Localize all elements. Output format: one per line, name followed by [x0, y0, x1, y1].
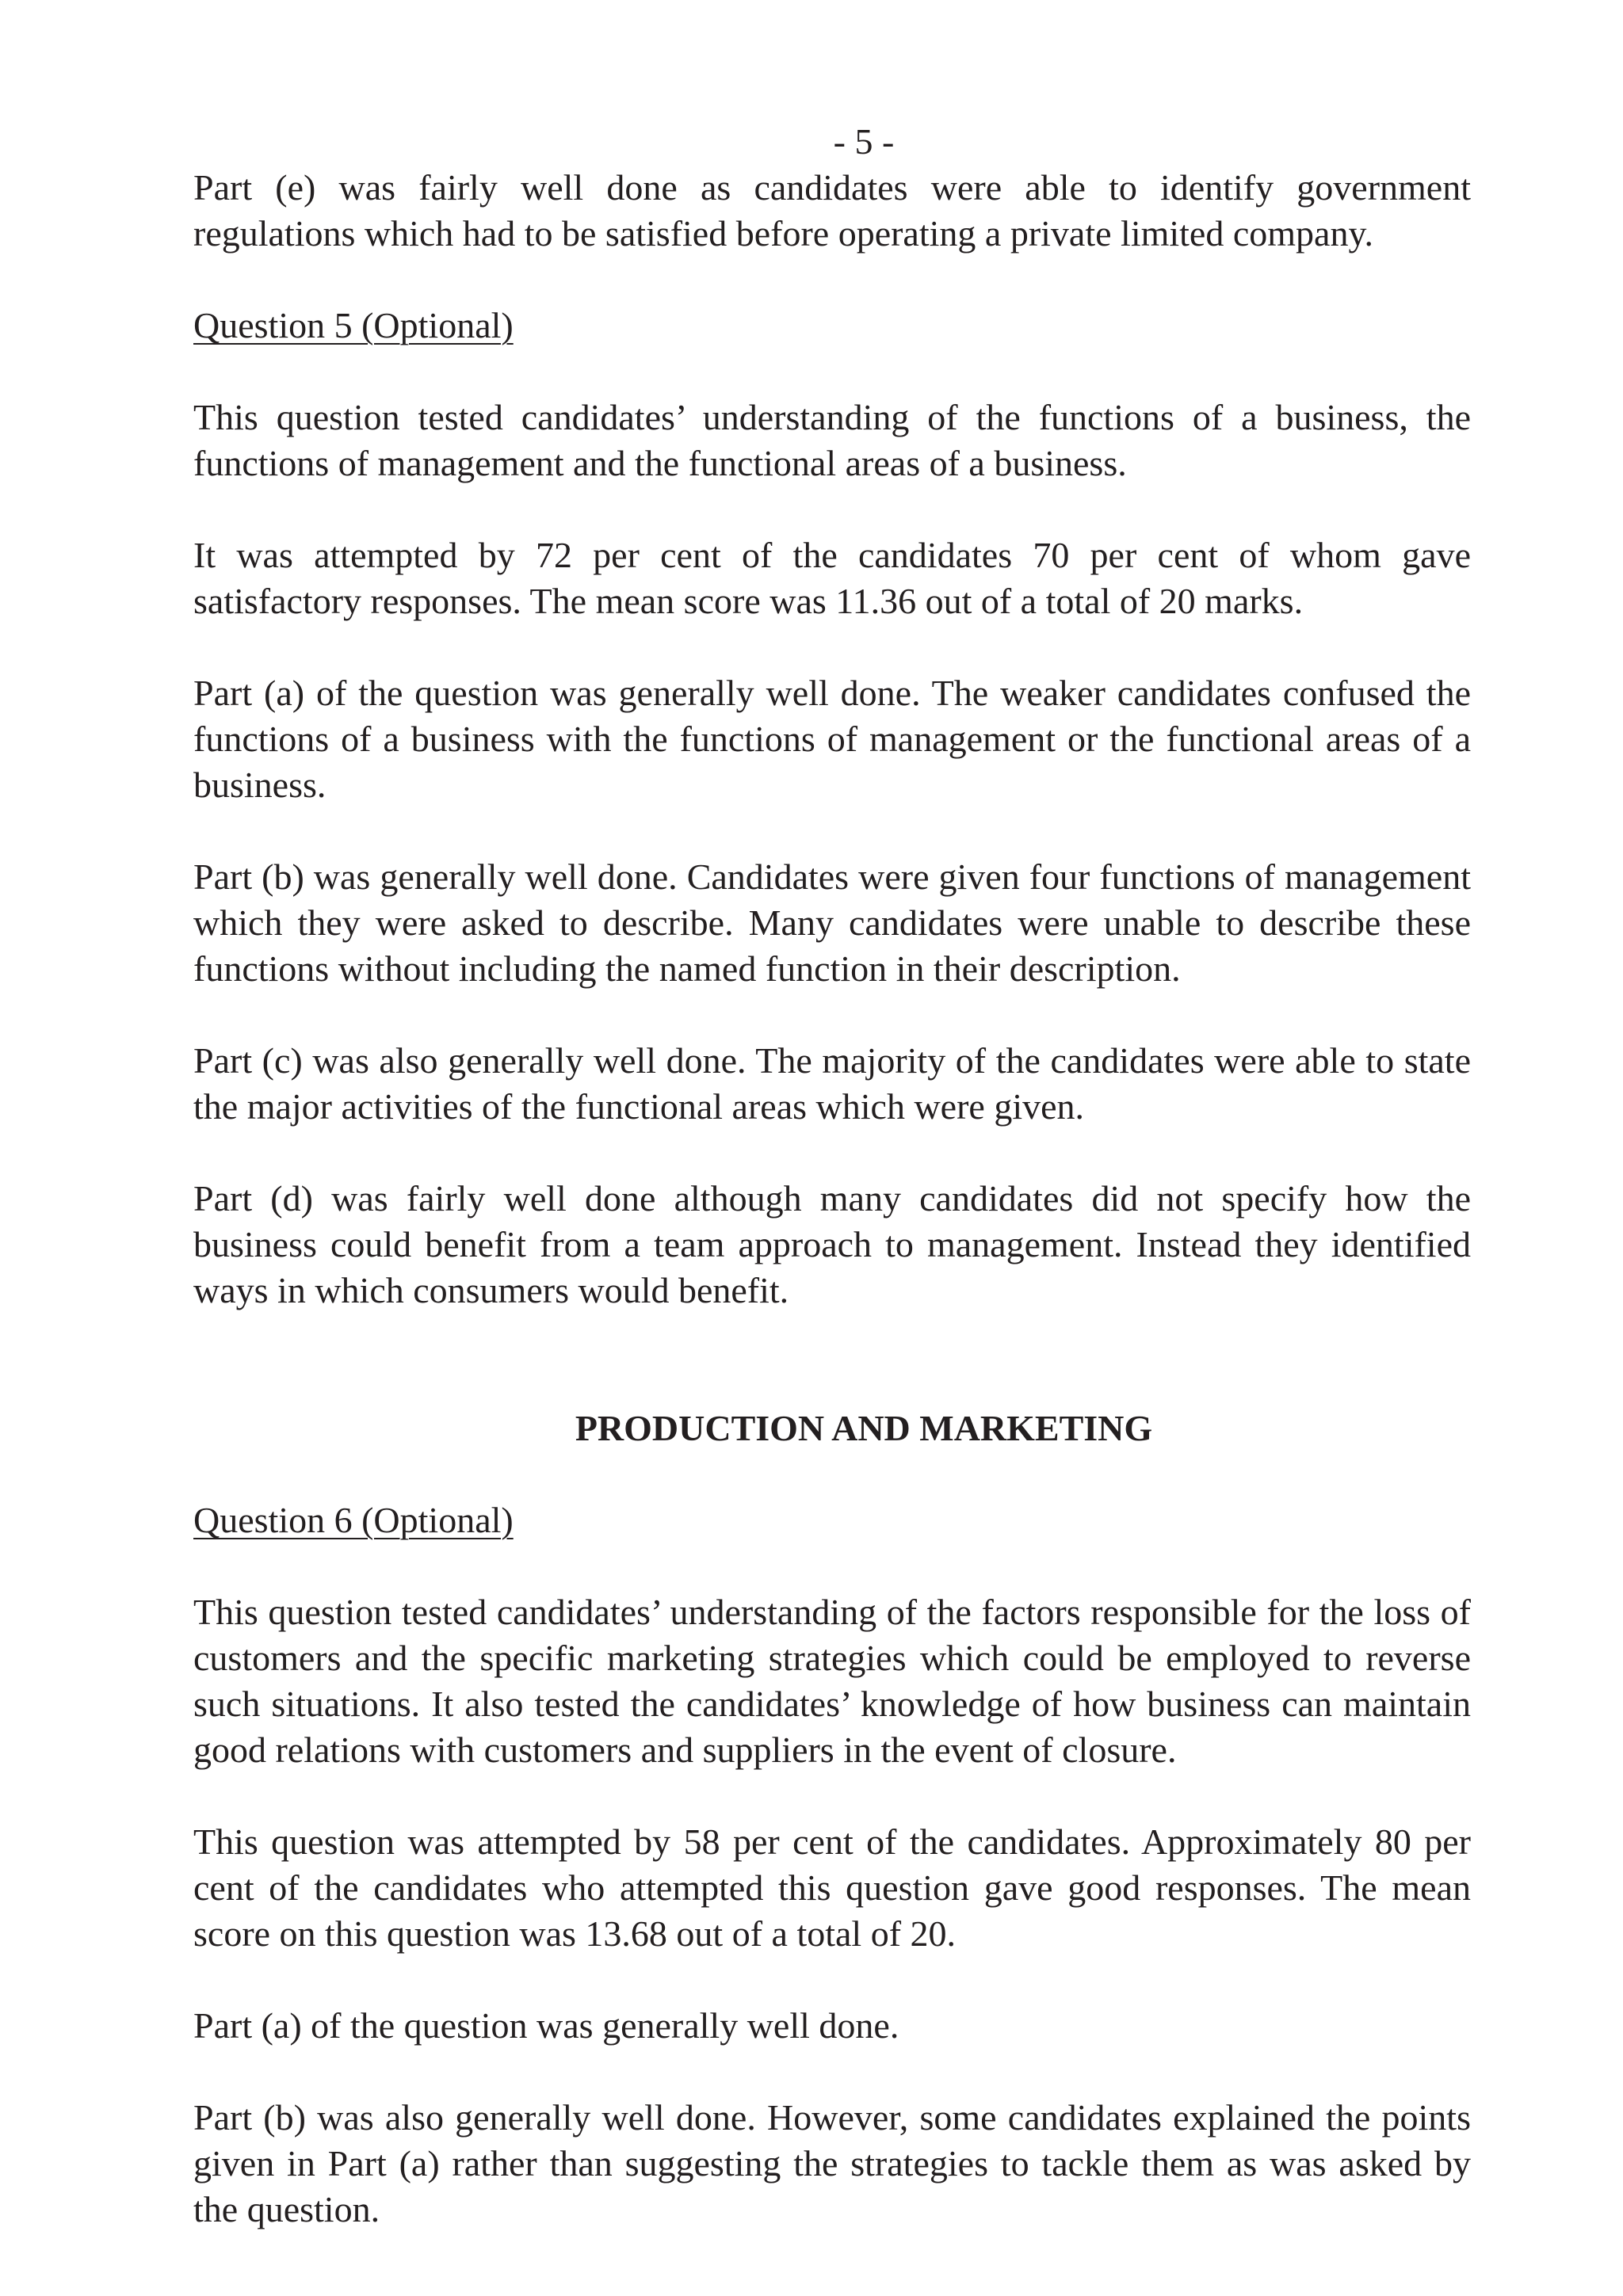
spacer — [193, 257, 1471, 303]
spacer — [193, 808, 1471, 854]
spacer — [193, 624, 1471, 670]
paragraph-q5-intro: This question tested candidates’ understanding of the functions of a business, the functions of management and the functional areas of a business. — [193, 397, 1471, 483]
spacer — [193, 1130, 1471, 1176]
spacer — [193, 1451, 1471, 1497]
document-page — [193, 119, 1471, 2233]
spacer — [193, 1314, 1471, 1405]
paragraph-q5-part-d: Part (d) was fairly well done although many candidates did not specify how the business could benefit from a team approach to management. Instead they identified ways in which consumers would benefit. — [193, 1178, 1471, 1310]
spacer — [193, 1543, 1471, 1589]
paragraph-q5-attempt: It was attempted by 72 per cent of the candidates 70 per cent of whom gave satisfactory responses. The mean score was 11.36 out of a total of 20 marks. — [193, 535, 1471, 621]
question-6-heading: Question 6 (Optional) — [193, 1500, 514, 1540]
spacer — [193, 486, 1471, 532]
paragraph-q5-part-b: Part (b) was generally well done. Candidates were given four functions of management which they were asked to describe. Many candidates were unable to describe these functions without including the named function in their description. — [193, 856, 1471, 989]
spacer — [193, 349, 1471, 395]
paragraph-q6-part-a: Part (a) of the question was generally well done. — [193, 2005, 899, 2046]
paragraph-q6-attempt: This question was attempted by 58 per cent of the candidates. Approximately 80 per cent of the candidates who attempted this question gave good responses. The mean score on this question was 13.68 out of a total of 20. — [193, 1821, 1471, 1954]
page-number: - 5 - — [833, 121, 895, 162]
spacer — [193, 992, 1471, 1038]
paragraph-q5-part-c: Part (c) was also generally well done. The majority of the candidates were able to state the major activities of the functional areas which were given. — [193, 1040, 1471, 1127]
paragraph-q6-intro: This question tested candidates’ understanding of the factors responsible for the loss of customers and the specific marketing strategies which could be employed to reverse such situations. It also tested the candidates’ knowledge of how business can maintain good relations with customers and suppliers in the event of closure. — [193, 1592, 1471, 1770]
paragraph-q6-part-b: Part (b) was also generally well done. However, some candidates explained the points given in Part (a) rather than suggesting the strategies to tackle them as was asked by the question. — [193, 2097, 1471, 2229]
spacer — [193, 2049, 1471, 2095]
paragraph-q5-part-a: Part (a) of the question was generally well done. The weaker candidates confused the functions of a business with the functions of management or the functional areas of a business. — [193, 673, 1471, 805]
paragraph-q4-part-e: Part (e) was fairly well done as candidates were able to identify government regulations which had to be satisfied before operating a private limited company. — [193, 167, 1471, 254]
spacer — [193, 1957, 1471, 2003]
section-heading-production-marketing: PRODUCTION AND MARKETING — [575, 1408, 1153, 1448]
question-5-heading: Question 5 (Optional) — [193, 305, 514, 345]
spacer — [193, 1773, 1471, 1819]
